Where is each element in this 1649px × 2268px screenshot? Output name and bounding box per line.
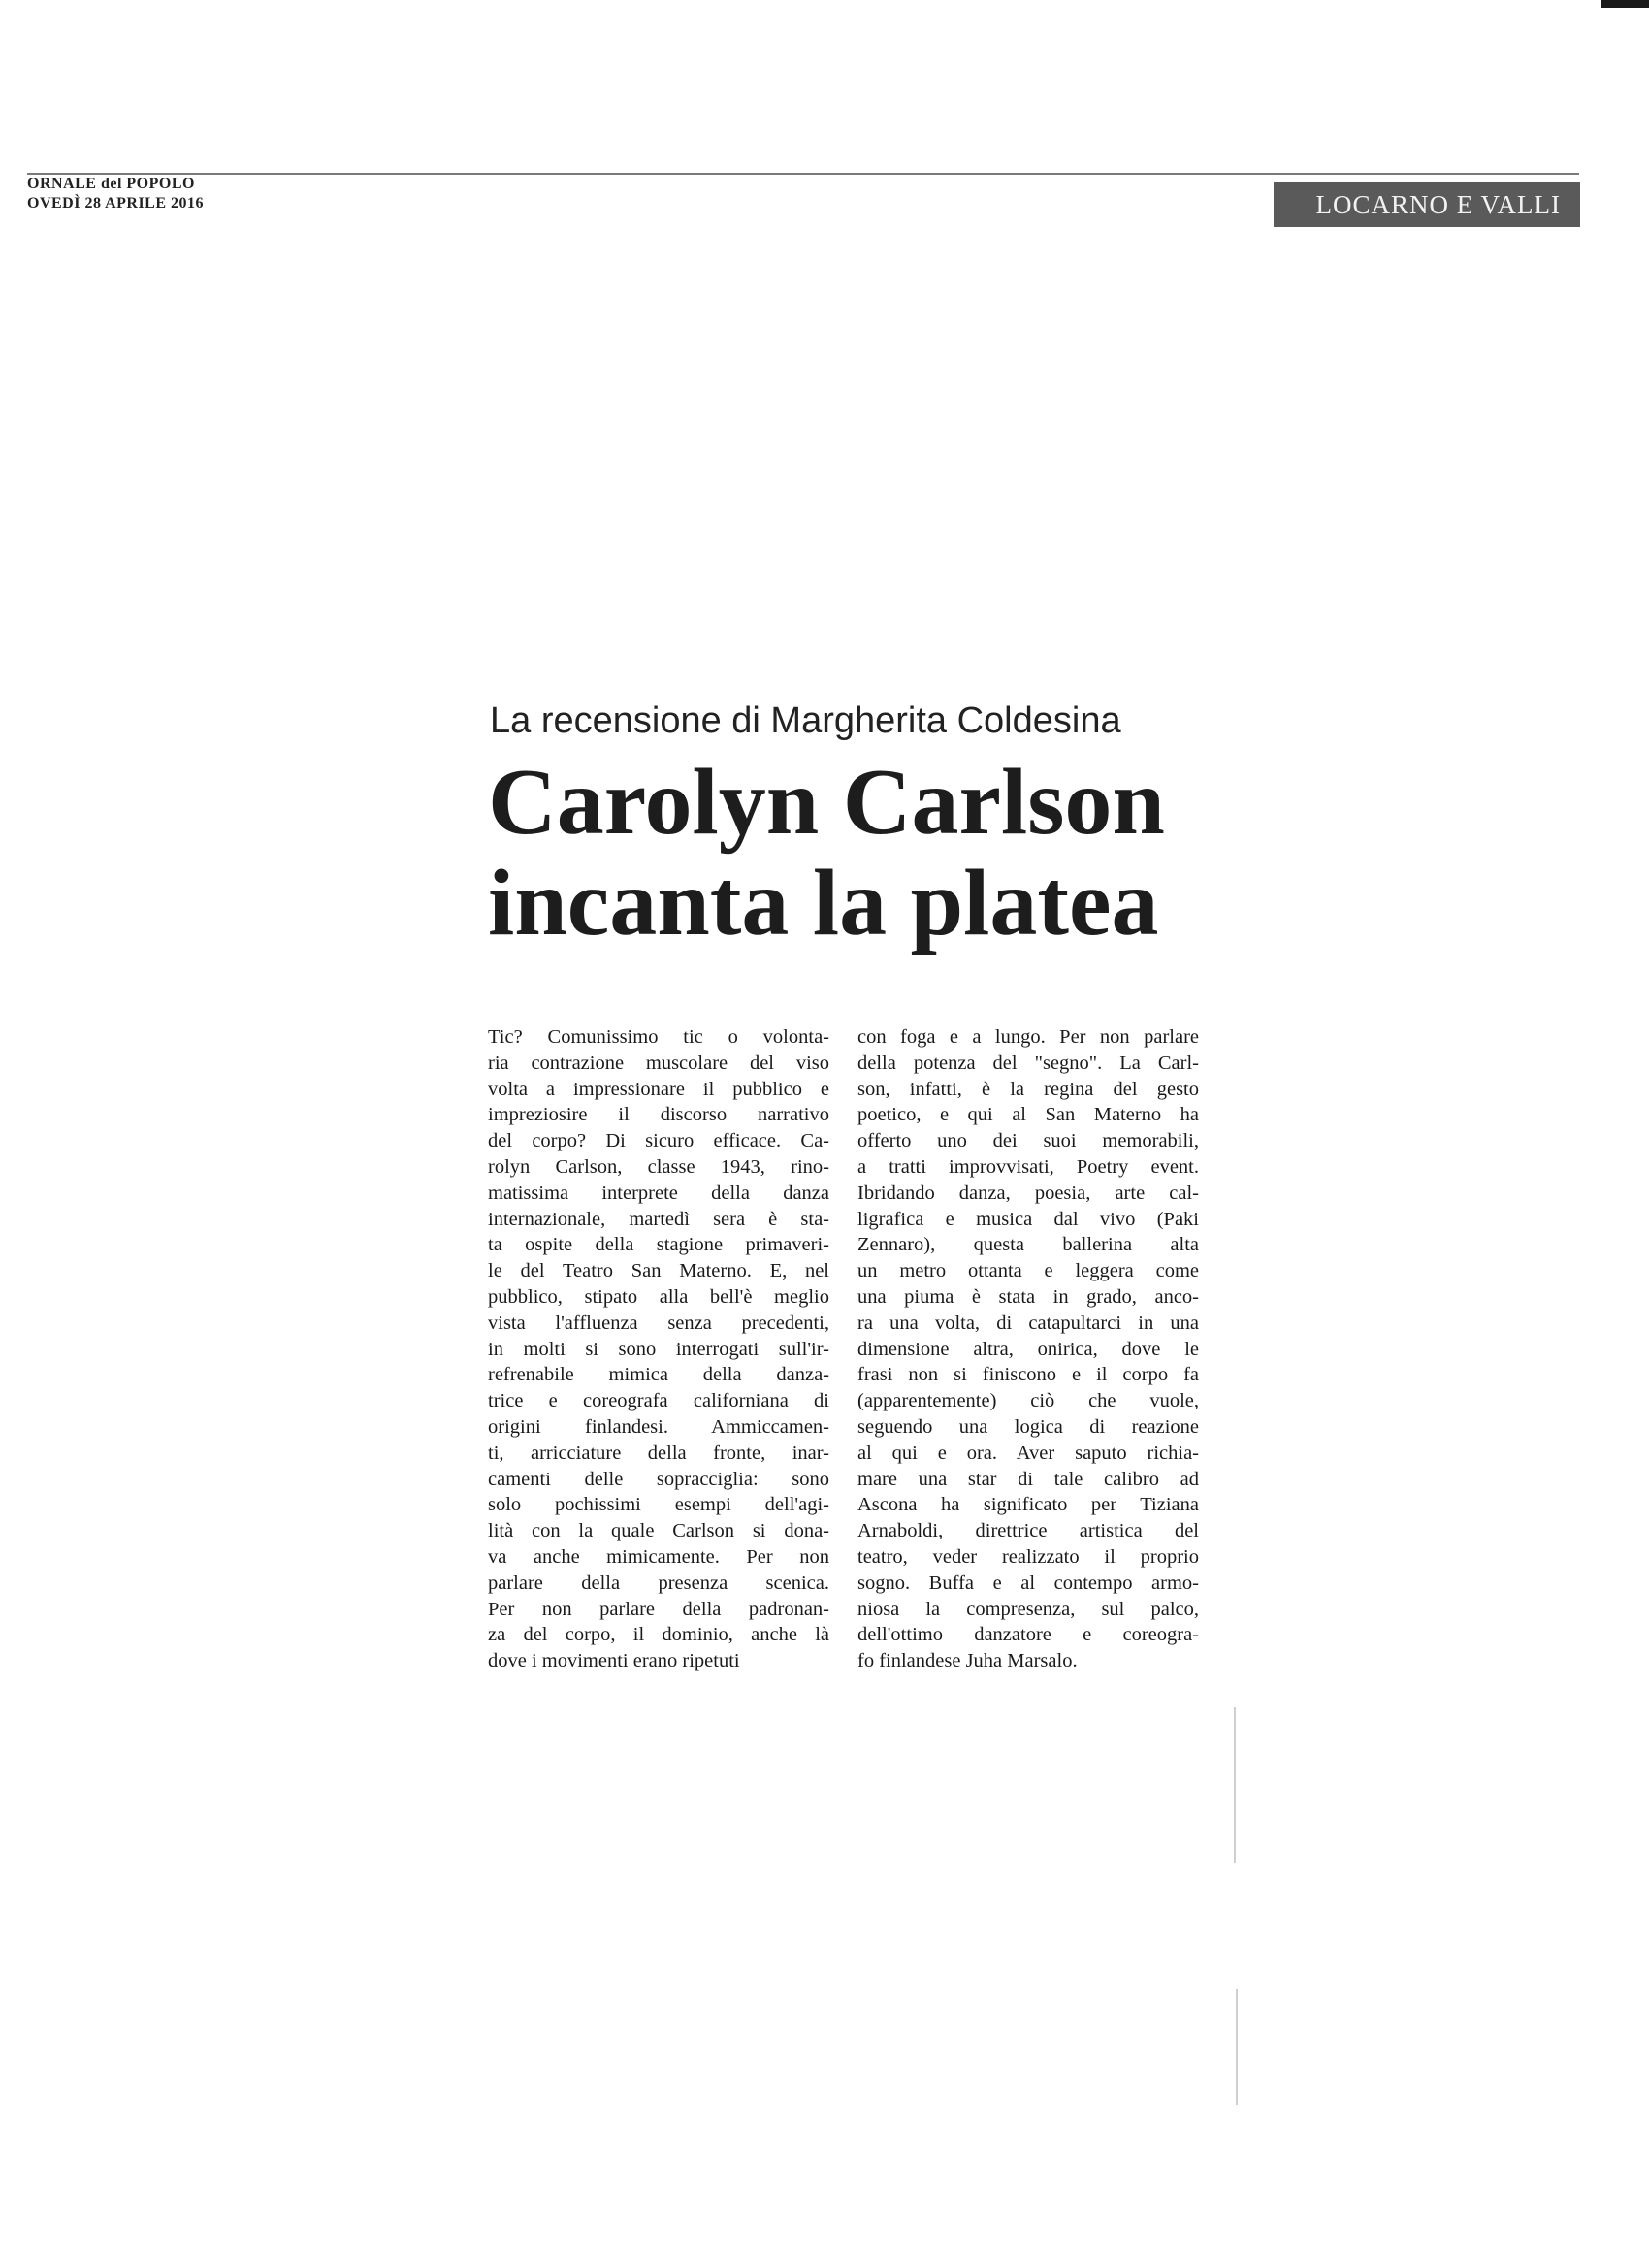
article-text-line: del corpo? Di sicuro efficace. Ca- xyxy=(488,1130,829,1152)
article-text-line: va anche mimicamente. Per non xyxy=(488,1545,829,1568)
article-text-line: Ibridando danza, poesia, arte cal- xyxy=(857,1182,1199,1204)
masthead-date: OVEDÌ 28 APRILE 2016 xyxy=(27,195,205,211)
article-text-line: (apparentemente) ciò che vuole, xyxy=(857,1390,1199,1412)
article-text-line: volta a impressionare il pubblico e xyxy=(488,1078,829,1100)
article-text-line: Per non parlare della padronan- xyxy=(488,1598,829,1620)
article-text-line: ra una volta, di catapultarci in una xyxy=(857,1312,1199,1334)
article-headline xyxy=(488,752,1361,954)
article-text-line: parlare della presenza scenica. xyxy=(488,1571,829,1594)
article-text-line: dimensione altra, onirica, dove le xyxy=(857,1338,1199,1360)
section-label: LOCARNO E VALLI xyxy=(1274,182,1580,227)
article-text-line: con foga e a lungo. Per non parlare xyxy=(857,1026,1199,1048)
article-text-line: rolyn Carlson, classe 1943, rino- xyxy=(488,1155,829,1178)
article-text-line: Zennaro), questa ballerina alta xyxy=(857,1234,1199,1256)
header-rule xyxy=(27,173,1579,175)
scan-edge-mark xyxy=(1600,0,1649,8)
article-text-line: impreziosire il discorso narrativo xyxy=(488,1104,829,1126)
article-text-line: sogno. Buffa e al contempo armo- xyxy=(857,1571,1199,1594)
masthead-paper-name: ORNALE del POPOLO xyxy=(27,176,195,192)
article-text-line: lità con la quale Carlson si dona- xyxy=(488,1520,829,1542)
article-text-line: ligrafica e musica dal vivo (Paki xyxy=(857,1208,1199,1230)
article-text-line: dove i movimenti erano ripetuti xyxy=(488,1650,740,1672)
article-text-line: camenti delle sopracciglia: sono xyxy=(488,1468,829,1490)
article-text-line: della potenza del "segno". La Carl- xyxy=(857,1052,1199,1074)
article-text-line: dell'ottimo danzatore e coreogra- xyxy=(857,1624,1199,1646)
article-text-line: matissima interprete della danza xyxy=(488,1182,829,1204)
article-text-line: refrenabile mimica della danza- xyxy=(488,1364,829,1386)
article-text-line: origini finlandesi. Ammiccamen- xyxy=(488,1415,829,1438)
article-text-line: offerto uno dei suoi memorabili, xyxy=(857,1130,1199,1152)
article-text-line: mare una star di tale calibro ad xyxy=(857,1468,1199,1490)
article-text-line: Tic? Comunissimo tic o volonta- xyxy=(488,1026,829,1048)
article-text-line: ta ospite della stagione primaveri- xyxy=(488,1234,829,1256)
article-text-line: vista l'affluenza senza precedenti, xyxy=(488,1312,829,1334)
article-text-line: fo finlandese Juha Marsalo. xyxy=(857,1650,1078,1672)
article-text-line: le del Teatro San Materno. E, nel xyxy=(488,1260,829,1282)
article-text-line: poetico, e qui al San Materno ha xyxy=(857,1104,1199,1126)
article-text-line: niosa la compresenza, sul palco, xyxy=(857,1598,1199,1620)
article-text-line: son, infatti, è la regina del gesto xyxy=(857,1078,1199,1100)
article-text-line: solo pochissimi esempi dell'agi- xyxy=(488,1494,829,1516)
article-text-line: in molti si sono interrogati sull'ir- xyxy=(488,1338,829,1360)
scan-artifact-line xyxy=(1236,1989,1238,2105)
masthead xyxy=(27,175,241,213)
article-text-line: Arnaboldi, direttrice artistica del xyxy=(857,1520,1199,1542)
article-text-line: trice e coreografa californiana di xyxy=(488,1390,829,1412)
article-column-2 xyxy=(857,1024,1199,1674)
article-text-line: a tratti improvvisati, Poetry event. xyxy=(857,1155,1199,1178)
article-text-line: ria contrazione muscolare del viso xyxy=(488,1052,829,1074)
article-text-line: teatro, veder realizzato il proprio xyxy=(857,1545,1199,1568)
article-text-line: una piuma è stata in grado, anco- xyxy=(857,1285,1199,1308)
article-text-line: pubblico, stipato alla bell'è meglio xyxy=(488,1285,829,1308)
article-text-line: ti, arricciature della fronte, inar- xyxy=(488,1442,829,1464)
article-text-line: al qui e ora. Aver saputo richia- xyxy=(857,1442,1199,1464)
article-text-line: Ascona ha significato per Tiziana xyxy=(857,1494,1199,1516)
article-text-line: un metro ottanta e leggera come xyxy=(857,1260,1199,1282)
scan-artifact-line xyxy=(1234,1707,1236,1863)
headline-line: Carolyn Carlson xyxy=(488,750,1165,855)
article-text-line: za del corpo, il dominio, anche là xyxy=(488,1624,829,1646)
article-text-line: internazionale, martedì sera è sta- xyxy=(488,1208,829,1230)
article-text-line: seguendo una logica di reazione xyxy=(857,1415,1199,1438)
article-column-1 xyxy=(488,1024,829,1674)
article-text-line: frasi non si finiscono e il corpo fa xyxy=(857,1364,1199,1386)
article-kicker: La recensione di Margherita Coldesina xyxy=(490,700,1121,741)
headline-line: incanta la platea xyxy=(488,851,1159,956)
